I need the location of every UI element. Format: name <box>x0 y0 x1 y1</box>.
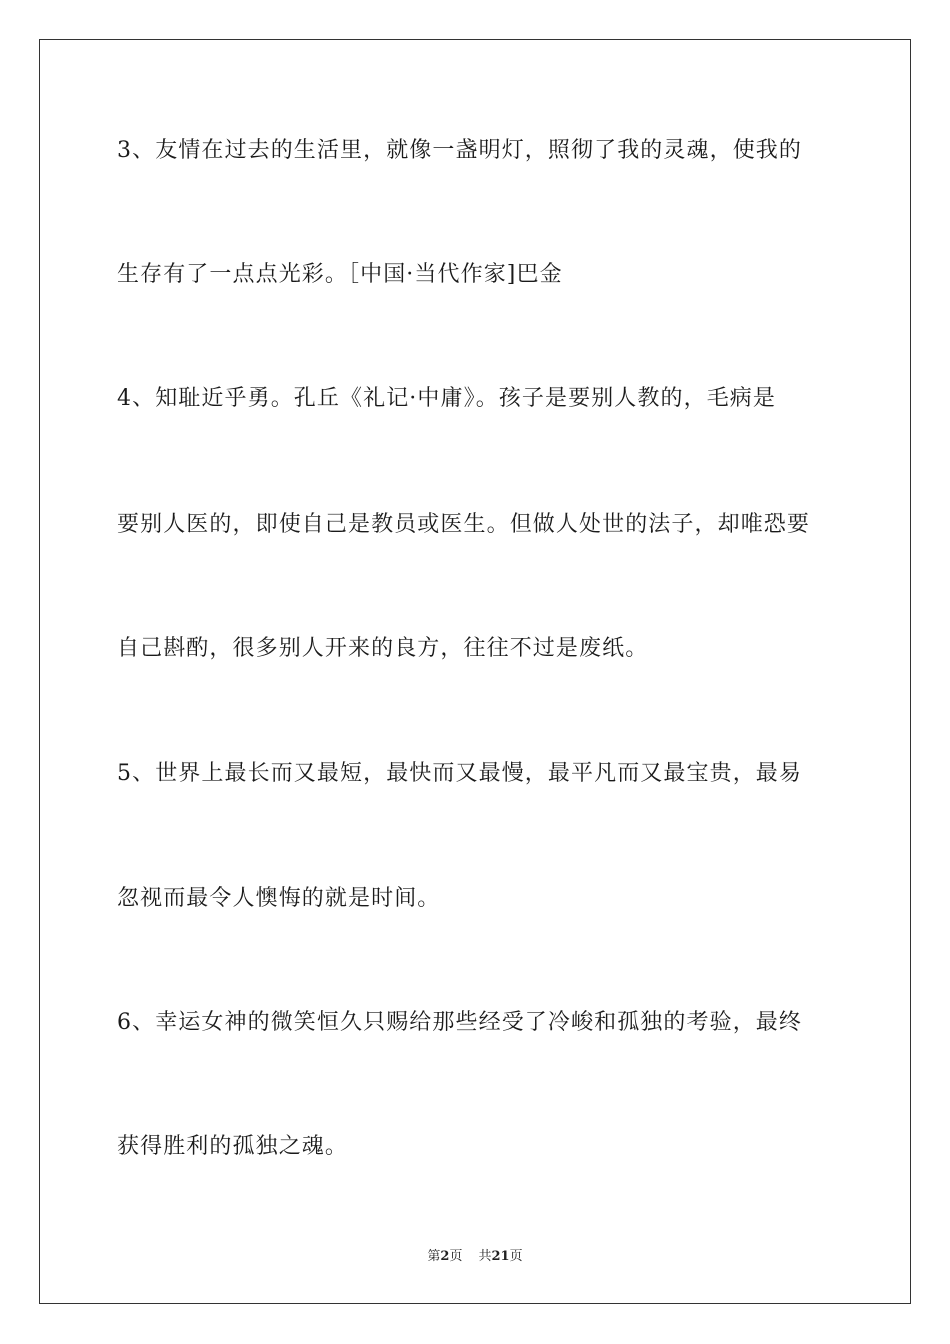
total-pages: 21 <box>491 1249 510 1264</box>
total-suffix: 页 <box>509 1249 523 1264</box>
text-line-9: 获得胜利的孤独之魂。 <box>117 1134 349 1159</box>
page-suffix: 页 <box>449 1249 463 1264</box>
text-line-2: 生存有了一点点光彩。［中国·当代作家]巴金 <box>117 262 563 287</box>
text-line-4: 要别人医的，即使自己是教员或医生。但做人处世的法子，却唯恐要 <box>117 512 811 537</box>
page-border <box>39 39 911 1304</box>
total-prefix: 共 <box>478 1249 492 1264</box>
page-footer <box>0 1248 950 1266</box>
text-line-6: 5、世界上最长而又最短，最快而又最慢，最平凡而又最宝贵，最易 <box>117 761 802 786</box>
text-line-8: 6、幸运女神的微笑恒久只赐给那些经受了冷峻和孤独的考验，最终 <box>117 1010 802 1035</box>
text-line-7: 忽视而最令人懊悔的就是时间。 <box>117 886 441 911</box>
page-prefix: 第 <box>427 1249 441 1264</box>
text-line-1: 3、友情在过去的生活里，就像一盏明灯，照彻了我的灵魂，使我的 <box>117 138 802 163</box>
page-number: 2 <box>440 1249 450 1264</box>
text-line-5: 自己斟酌，很多别人开来的良方，往往不过是废纸。 <box>117 636 649 661</box>
text-line-3: 4、知耻近乎勇。孔丘《礼记·中庸》。孩子是要别人教的，毛病是 <box>117 386 776 411</box>
